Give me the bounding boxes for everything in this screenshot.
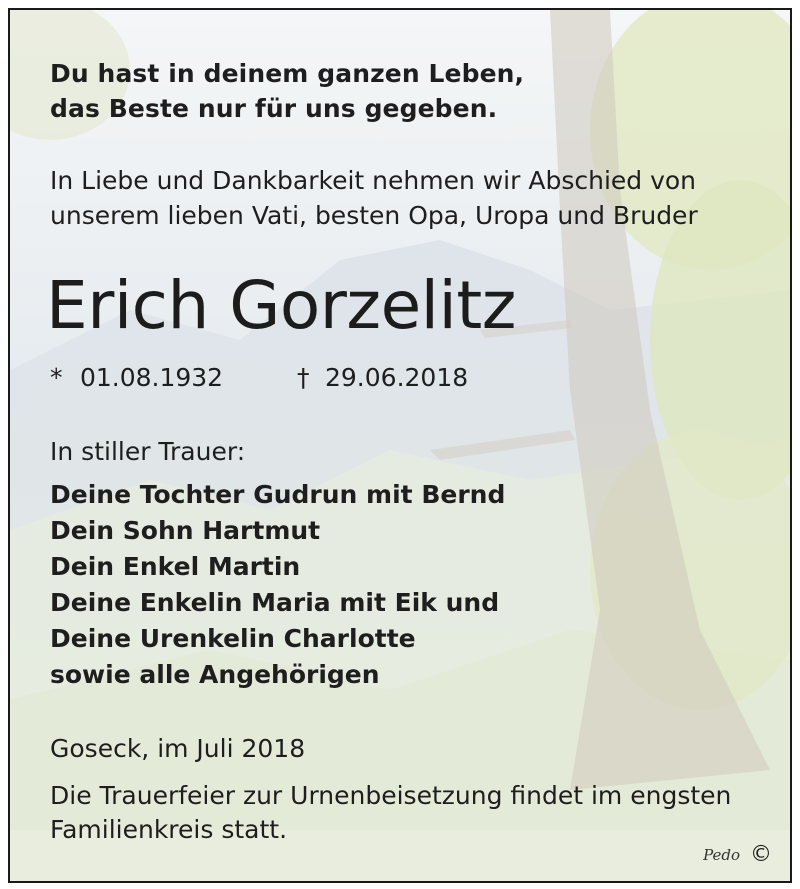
- birth-date: 01.08.1932: [79, 363, 224, 392]
- family-line-1: Deine Tochter Gudrun mit Bernd: [50, 480, 506, 509]
- verse-line-2: das Beste nur für uns gegeben.: [50, 94, 498, 123]
- image-credit: [703, 842, 772, 867]
- obituary-card: [8, 8, 792, 883]
- funeral-note-line-2: Familienkreis statt.: [50, 815, 288, 844]
- intro-line-1: In Liebe und Dankbarkeit nehmen wir Abschied von: [50, 166, 697, 195]
- mourning-label: In stiller Trauer:: [50, 437, 246, 466]
- place-and-date: Goseck, im Juli 2018: [50, 734, 306, 763]
- life-dates: [50, 360, 468, 395]
- copyright-icon: ©: [750, 842, 772, 867]
- funeral-note-line-1: Die Trauerfeier zur Urnenbeisetzung findet im engsten: [50, 781, 732, 810]
- family-line-6: sowie alle Angehörigen: [50, 660, 380, 689]
- family-line-4: Deine Enkelin Maria mit Eik und: [50, 588, 500, 617]
- credit-text: Pedo: [703, 845, 740, 864]
- deceased-name: Erich Gorzelitz: [46, 267, 516, 344]
- birth-icon: *: [50, 363, 63, 392]
- verse-line-1: Du hast in deinem ganzen Leben,: [50, 59, 525, 88]
- family-line-3: Dein Enkel Martin: [50, 552, 301, 581]
- intro-line-2: unserem lieben Vati, besten Opa, Uropa und Bruder: [50, 201, 698, 230]
- family-line-5: Deine Urenkelin Charlotte: [50, 624, 416, 653]
- death-icon: †: [297, 363, 310, 392]
- family-line-2: Dein Sohn Hartmut: [50, 516, 321, 545]
- death-date: 29.06.2018: [325, 363, 469, 392]
